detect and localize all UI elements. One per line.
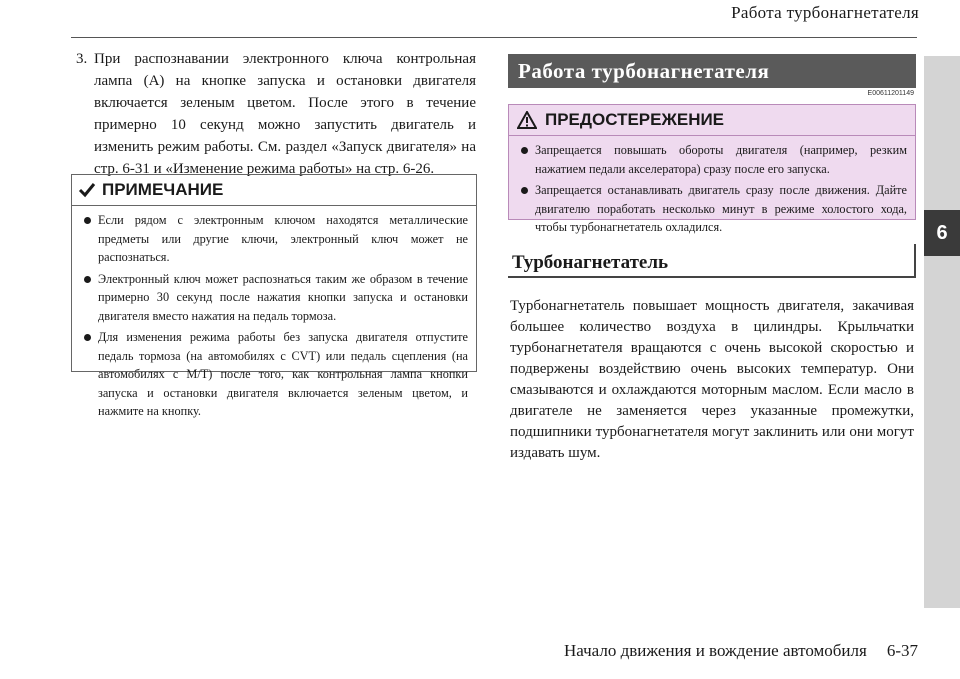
note-header (72, 175, 476, 206)
step-text: При распознавании электронного ключа контрольная лампа (A) на кнопке запуска и остановки двигателя включается зеленым цветом. После этого в течение примерно 10 секунд можно запустить двигатель и изменить режим работы. См. раздел «Запуск двигателя» на стр. 6-31 и «Изменение режима работы» на стр. 6-26. (94, 51, 476, 177)
page-header-title: Работа турбонагнетателя (731, 3, 919, 22)
bullet-dot-icon (84, 276, 91, 283)
checkmark-icon (78, 182, 96, 198)
warning-item-text: Запрещается останавливать двигатель сразу после движения. Дайте двигателю поработать несколько минут в режиме холостого хода, чтобы турбонагнетатель охладился. (535, 183, 907, 234)
step-number: 3. (76, 51, 88, 67)
document-code: E00611201149 (867, 90, 914, 97)
note-item (84, 270, 468, 326)
warning-box (508, 104, 916, 234)
note-item-text: Если рядом с электронным ключом находятся металлические предметы или другие ключи, электронный ключ может не распознаться. (98, 213, 468, 264)
note-item-text: Электронный ключ может распознаться таким же образом в течение примерно 30 секунд после нажатия кнопки запуска и остановки двигателя вместо нажатия на педаль тормоза. (98, 271, 468, 323)
warning-header (509, 105, 915, 136)
body-paragraph: Турбонагнетатель повышает мощность двигателя, закачивая большее количество воздуха в цилиндры. Крыльчатки турбонагнетателя вращаются с очень высокой скоростью и подвержены воздействию очень высоких температур. Они смазываются и охлаждаются моторным маслом. Если масло в двигателе не заменяется через указанные промежутки, подшипники турбонагнетателя могут заклинить или они могут издавать шум. (510, 298, 914, 461)
footer-section: Начало движения и вождение автомобиля (563, 641, 867, 660)
bullet-dot-icon (521, 147, 528, 154)
bullet-dot-icon (84, 334, 91, 341)
subsection-heading: Турбонагнетатель (508, 244, 916, 278)
warning-item-text: Запрещается повышать обороты двигателя (например, резким нажатием педали акселератора) сразу после его запуска. (535, 143, 907, 176)
page-footer (564, 641, 918, 661)
header-divider (71, 37, 917, 38)
warning-list (509, 136, 915, 237)
section-title: Работа турбонагнетателя (508, 54, 916, 88)
chapter-side-tab (924, 56, 960, 608)
chapter-tab-number[interactable]: 6 (924, 210, 960, 256)
warning-item (521, 181, 907, 237)
note-item (84, 328, 468, 421)
page-number: 6-37 (886, 641, 918, 660)
note-title: ПРИМЕЧАНИЕ (102, 180, 224, 199)
bullet-dot-icon (84, 217, 91, 224)
warning-item (521, 141, 907, 178)
note-item (84, 211, 468, 267)
warning-triangle-icon (517, 111, 537, 129)
warning-title: ПРЕДОСТЕРЕЖЕНИЕ (545, 110, 725, 129)
note-item-text: Для изменения режима работы без запуска двигателя отпустите педаль тормоза (на автомобилях с CVT) или педаль сцепления (на автомобилях с M/T) после того, как контрольная лампа кнопки запуска и остановки двигателя включается зеленым цветом, и нажмите на кнопку. (98, 330, 468, 418)
step-3 (76, 48, 476, 180)
note-list (72, 206, 476, 421)
bullet-dot-icon (521, 187, 528, 194)
note-box (71, 174, 477, 418)
